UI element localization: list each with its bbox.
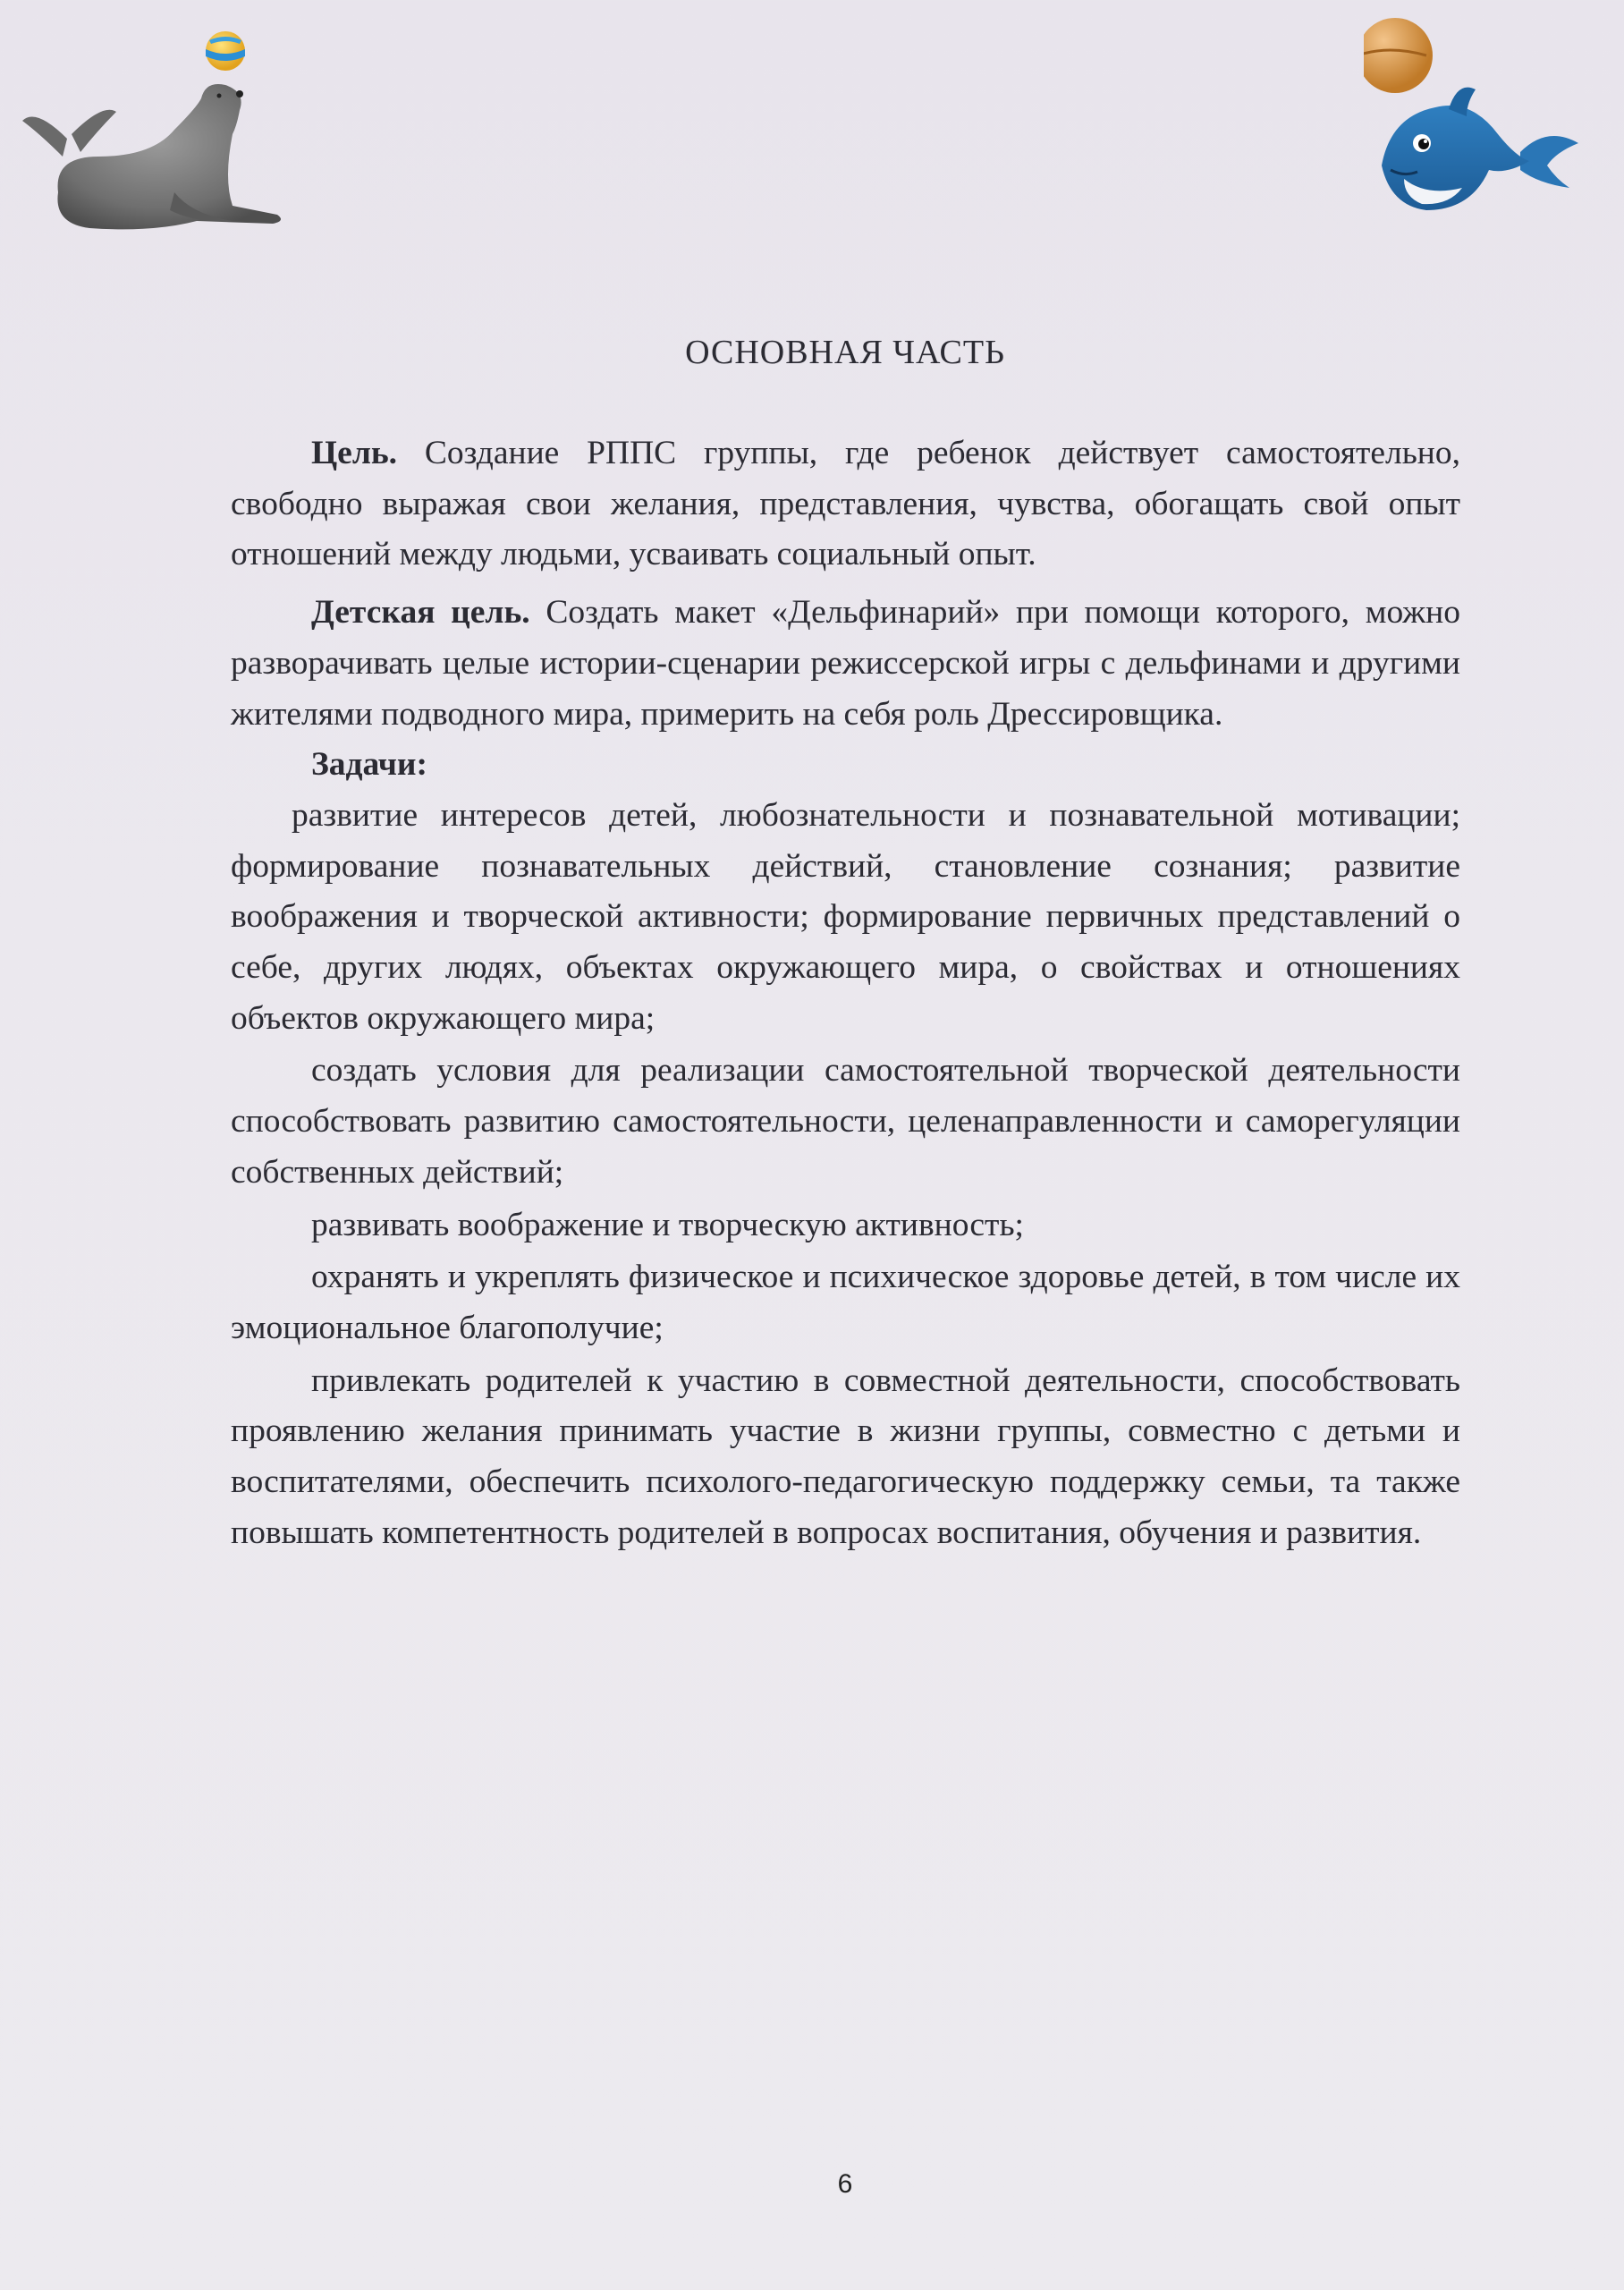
child-goal-text: Создать макет «Дельфинарий» при помощи которого, можно разворачивать целые истории-сценарии режиссерской игры с дельфинами и другими жителями подводного мира, примерить на себя роль Дрессировщика.	[231, 594, 1460, 733]
goal-paragraph	[231, 428, 1460, 581]
dolphin-with-ball-icon	[1364, 18, 1587, 224]
task-item: развитие интересов детей, любознательности и познавательной мотивации; формирование познавательных действий, становление сознания; развитие воображения и творческой активности; формирование первичных представлений о себе, других людях, объектах окружающего мира, о свойствах и отношениях объектов окружающего мира;	[231, 796, 1460, 1037]
section-heading: ОСНОВНАЯ ЧАСТЬ	[685, 334, 1005, 371]
goal-text: Создание РППС группы, где ребенок действует самостоятельно, свободно выражая свои желания, представления, чувства, обогащать свой опыт отношений между людьми, усваивать социальный опыт.	[231, 435, 1460, 573]
child-goal-label: Детская цель.	[311, 594, 530, 632]
document-body	[231, 428, 1460, 1558]
tasks-label: Задачи:	[311, 746, 428, 784]
task-item: привлекать родителей к участию в совместной деятельности, способствовать проявлению желания принимать участие в жизни группы, совместно с детьми и воспитателями, обеспечить психолого-педагогическую поддержку семьи, та также повышать компетентность родителей в вопросах воспитания, обучения и развития.	[231, 1361, 1460, 1551]
task-item: охранять и укреплять физическое и психическое здоровье детей, в том числе их эмоциональное благополучие;	[231, 1259, 1460, 1346]
child-goal-paragraph	[231, 588, 1460, 740]
task-item: создать условия для реализации самостоятельной творческой деятельности способствовать развитию самостоятельности, целенаправленности и саморегуляции собственных действий;	[231, 1052, 1460, 1191]
page-number: 6	[837, 2169, 853, 2199]
seal-with-ball-icon	[18, 22, 286, 233]
task-item: развивать воображение и творческую активность;	[311, 1206, 1024, 1243]
goal-label: Цель.	[311, 435, 398, 471]
